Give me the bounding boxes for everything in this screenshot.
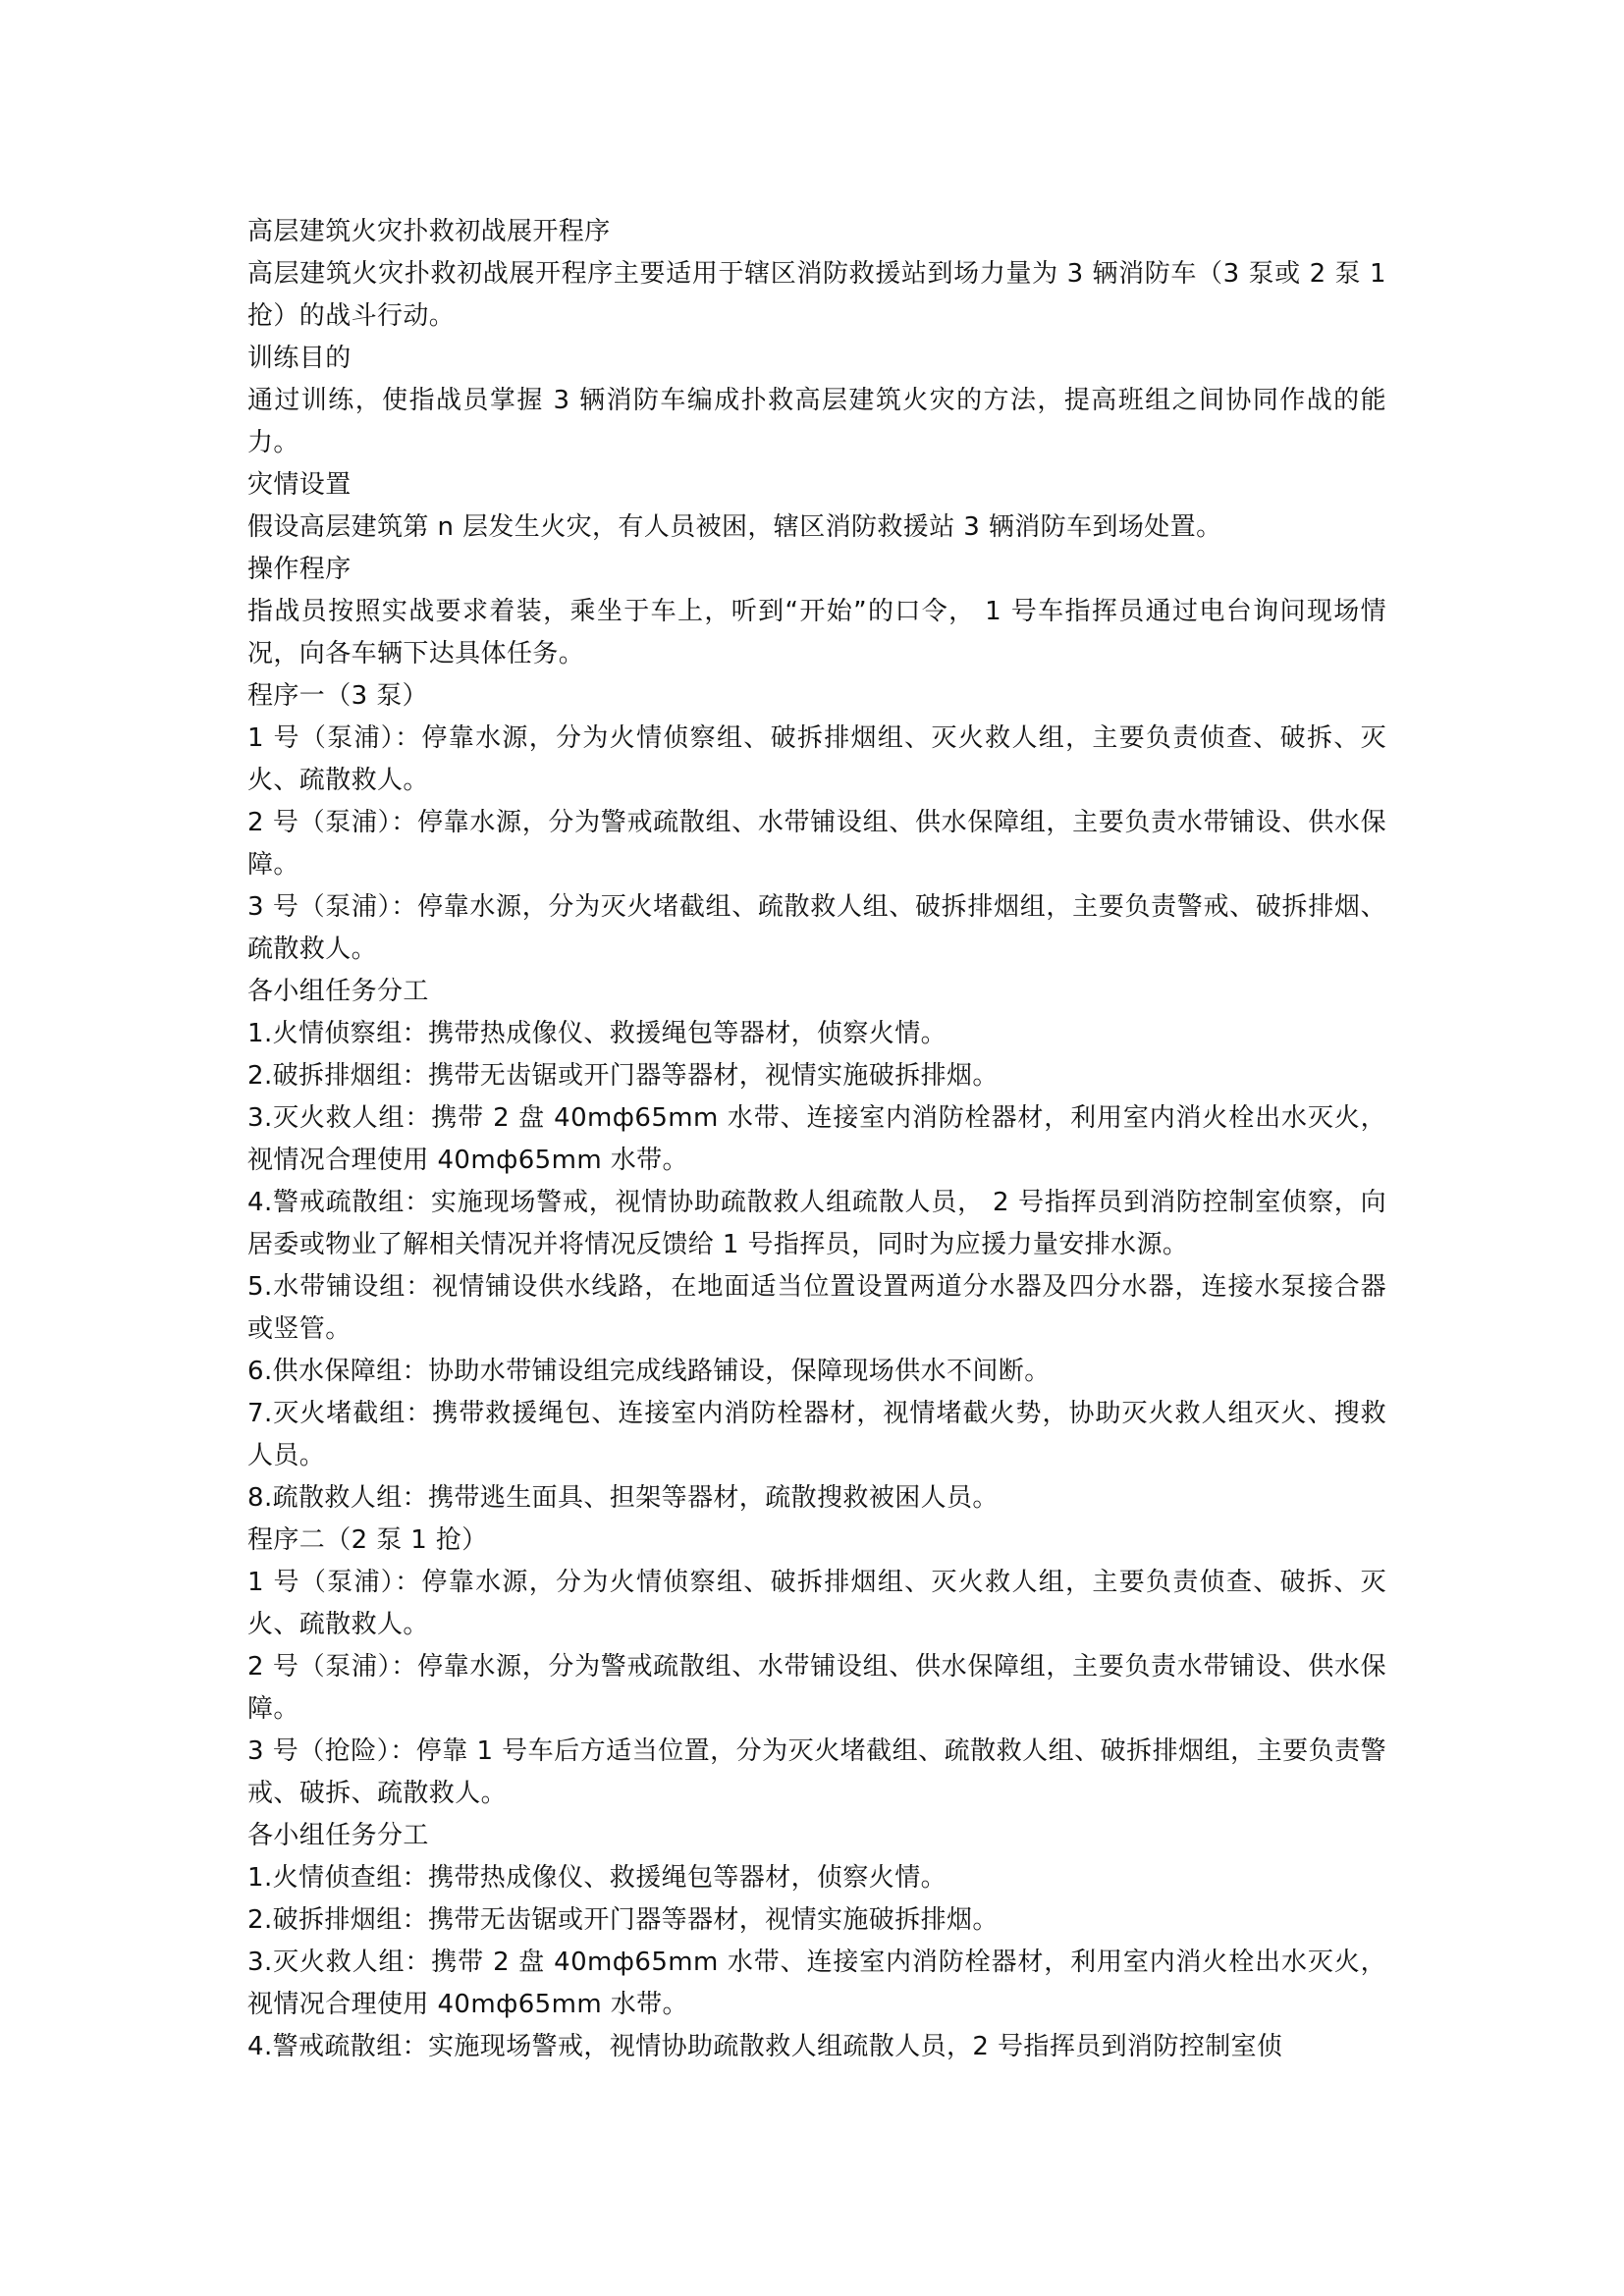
paragraph: 假设高层建筑第 n 层发生火灾，有人员被困，辖区消防救援站 3 辆消防车到场处置。 bbox=[247, 512, 1222, 542]
list-item: 3.灭火救人组：携带 2 盘 40mф65mm 水带、连接室内消防栓器材，利用室内消火栓出水灭火，视情况合理使用 40mф65mm 水带。 bbox=[247, 1103, 1386, 1175]
list-item: 6.供水保障组：协助水带铺设组完成线路铺设，保障现场供水不间断。 bbox=[247, 1357, 1051, 1386]
list-item: 7.灭火堵截组：携带救援绳包、连接室内消防栓器材，视情堵截火势，协助灭火救人组灭火、搜救人员。 bbox=[247, 1399, 1386, 1470]
document-body bbox=[247, 211, 1386, 2068]
paragraph: 1 号（泵浦）：停靠水源，分为火情侦察组、破拆排烟组、灭火救人组，主要负责侦查、破拆、灭火、疏散救人。 bbox=[247, 1568, 1386, 1639]
section-heading: 操作程序 bbox=[247, 555, 352, 584]
section-heading: 程序二（2 泵 1 抢） bbox=[247, 1525, 488, 1555]
section-heading: 各小组任务分工 bbox=[247, 977, 429, 1006]
list-item: 2.破拆排烟组：携带无齿锯或开门器等器材，视情实施破拆排烟。 bbox=[247, 1905, 999, 1935]
list-item: 5.水带铺设组：视情铺设供水线路，在地面适当位置设置两道分水器及四分水器，连接水泵接合器或竖管。 bbox=[247, 1272, 1386, 1344]
list-item: 1.火情侦查组：携带热成像仪、救援绳包等器材，侦察火情。 bbox=[247, 1863, 947, 1893]
paragraph: 指战员按照实战要求着装，乘坐于车上，听到“开始”的口令， 1 号车指挥员通过电台询问现场情况，向各车辆下达具体任务。 bbox=[247, 597, 1386, 668]
paragraph: 3 号（抢险）：停靠 1 号车后方适当位置，分为灭火堵截组、疏散救人组、破拆排烟组，主要负责警戒、破拆、疏散救人。 bbox=[247, 1736, 1386, 1808]
list-item: 3.灭火救人组：携带 2 盘 40mф65mm 水带、连接室内消防栓器材，利用室内消火栓出水灭火，视情况合理使用 40mф65mm 水带。 bbox=[247, 1948, 1386, 2019]
list-item: 4.警戒疏散组：实施现场警戒，视情协助疏散救人组疏散人员，2 号指挥员到消防控制室侦 bbox=[247, 2032, 1283, 2061]
paragraph: 通过训练，使指战员掌握 3 辆消防车编成扑救高层建筑火灾的方法，提高班组之间协同作战的能力。 bbox=[247, 386, 1386, 457]
paragraph: 3 号（泵浦）：停靠水源，分为灭火堵截组、疏散救人组、破拆排烟组，主要负责警戒、破拆排烟、疏散救人。 bbox=[247, 892, 1386, 964]
paragraph: 高层建筑火灾扑救初战展开程序主要适用于辖区消防救援站到场力量为 3 辆消防车（3 泵或 2 泵 1 抢）的战斗行动。 bbox=[247, 259, 1386, 331]
list-item: 1.火情侦察组：携带热成像仪、救援绳包等器材，侦察火情。 bbox=[247, 1019, 947, 1048]
paragraph: 2 号（泵浦）：停靠水源，分为警戒疏散组、水带铺设组、供水保障组，主要负责水带铺设、供水保障。 bbox=[247, 1652, 1386, 1724]
list-item: 2.破拆排烟组：携带无齿锯或开门器等器材，视情实施破拆排烟。 bbox=[247, 1061, 999, 1091]
paragraph: 1 号（泵浦）：停靠水源，分为火情侦察组、破拆排烟组、灭火救人组，主要负责侦查、破拆、灭火、疏散救人。 bbox=[247, 723, 1386, 795]
section-heading: 程序一（3 泵） bbox=[247, 681, 429, 711]
section-heading: 灾情设置 bbox=[247, 470, 352, 500]
document-title: 高层建筑火灾扑救初战展开程序 bbox=[247, 217, 611, 246]
list-item: 8.疏散救人组：携带逃生面具、担架等器材，疏散搜救被困人员。 bbox=[247, 1483, 999, 1513]
section-heading: 各小组任务分工 bbox=[247, 1821, 429, 1850]
paragraph: 2 号（泵浦）：停靠水源，分为警戒疏散组、水带铺设组、供水保障组，主要负责水带铺设、供水保障。 bbox=[247, 808, 1386, 880]
list-item: 4.警戒疏散组：实施现场警戒，视情协助疏散救人组疏散人员， 2 号指挥员到消防控制室侦察，向居委或物业了解相关情况并将情况反馈给 1 号指挥员，同时为应援力量安排水源。 bbox=[247, 1188, 1386, 1259]
section-heading: 训练目的 bbox=[247, 344, 352, 373]
